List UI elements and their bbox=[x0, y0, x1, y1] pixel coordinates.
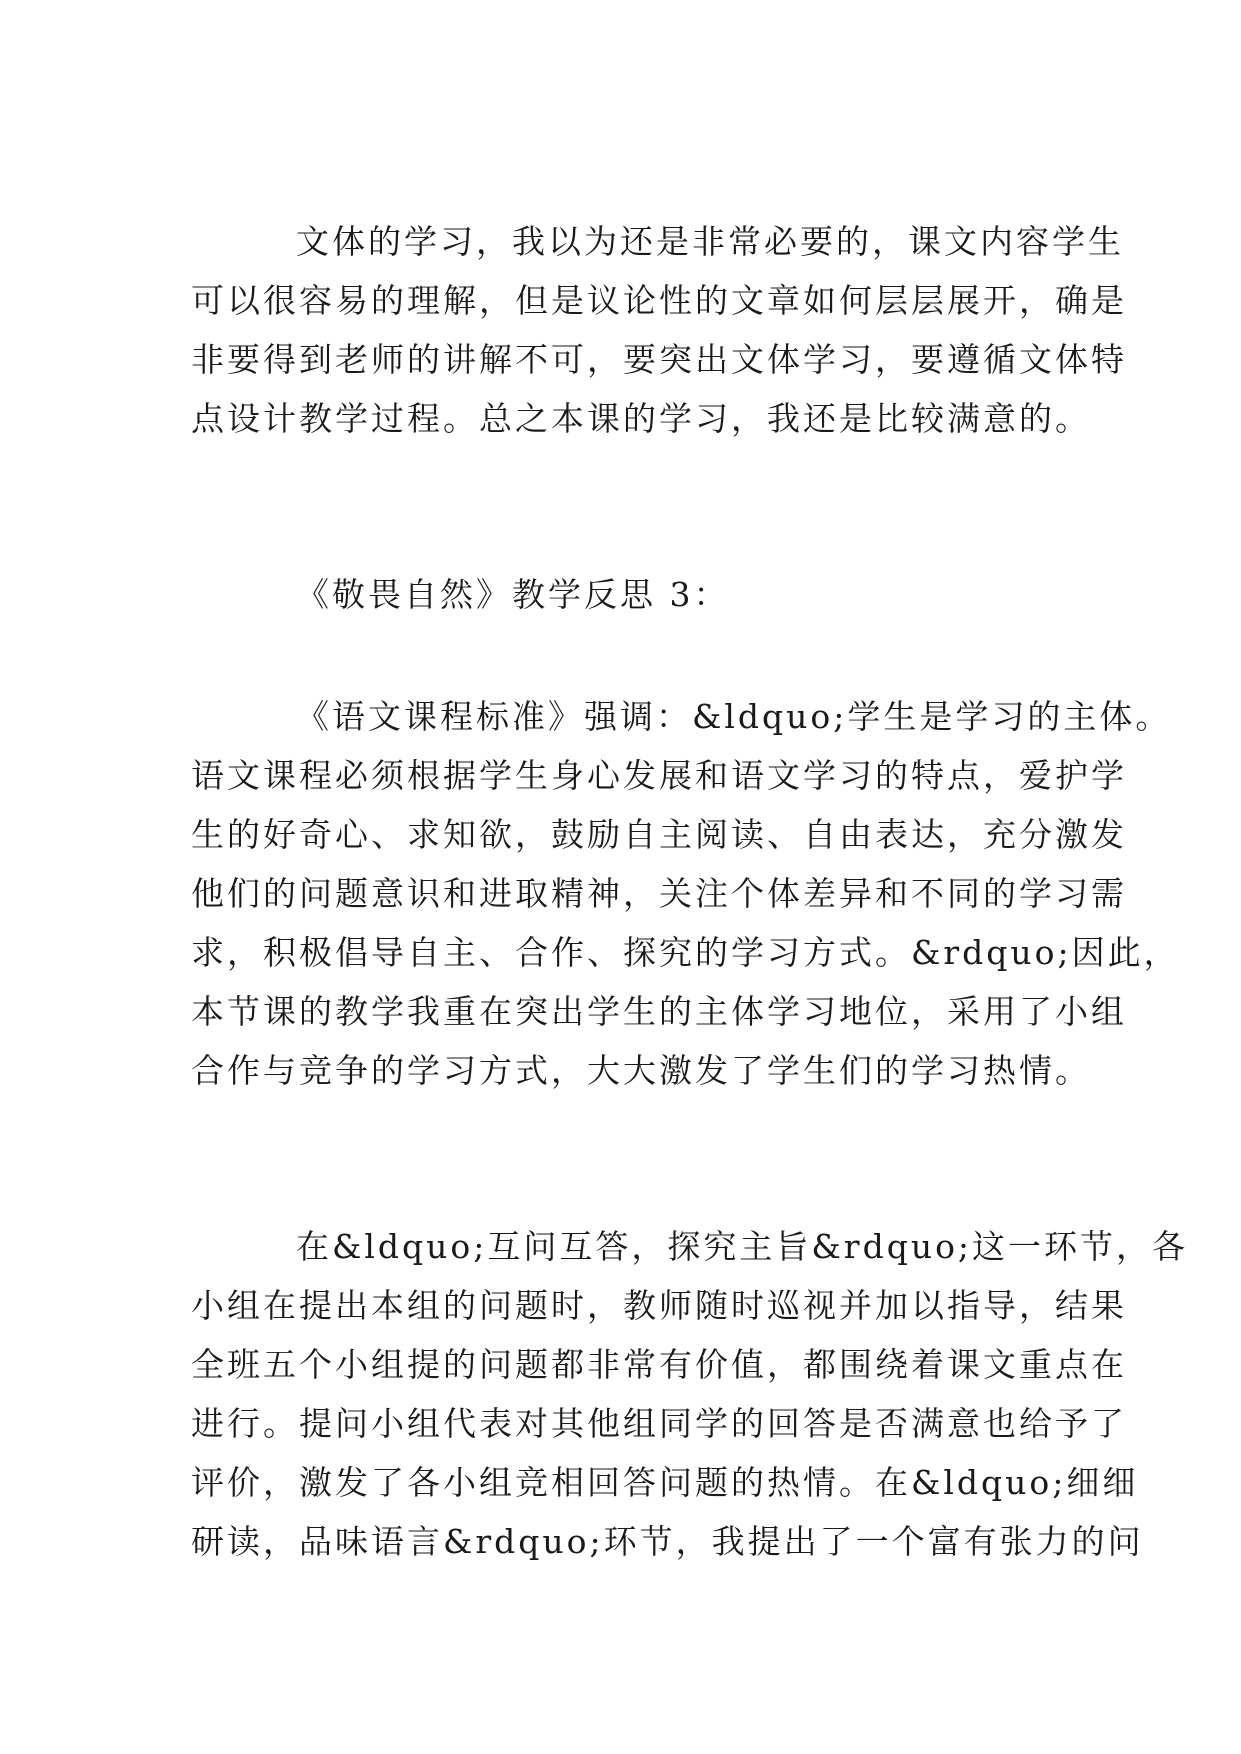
paragraph-line: 全班五个小组提的问题都非常有价值，都围绕着课文重点在 bbox=[191, 1345, 1127, 1384]
paragraph-line: 在&ldquo;互问互答，探究主旨&rdquo;这一环节，各 bbox=[296, 1227, 1189, 1266]
paragraph-line: 进行。提问小组代表对其他组同学的回答是否满意也给予了 bbox=[191, 1404, 1127, 1443]
paragraph-line: 生的好奇心、求知欲，鼓励自主阅读、自由表达，充分激发 bbox=[191, 815, 1127, 854]
paragraph-line: 合作与竞争的学习方式，大大激发了学生们的学习热情。 bbox=[191, 1051, 1091, 1090]
paragraph-line: 本节课的教学我重在突出学生的主体学习地位，采用了小组 bbox=[191, 992, 1127, 1031]
paragraph-line: 他们的问题意识和进取精神，关注个体差异和不同的学习需 bbox=[191, 874, 1127, 913]
section-heading: 《敬畏自然》教学反思 3： bbox=[296, 575, 730, 614]
paragraph-line: 非要得到老师的讲解不可，要突出文体学习，要遵循文体特 bbox=[191, 340, 1127, 379]
paragraph-line: 语文课程必须根据学生身心发展和语文学习的特点，爱护学 bbox=[191, 756, 1127, 795]
paragraph-line: 可以很容易的理解，但是议论性的文章如何层层展开，确是 bbox=[191, 281, 1127, 320]
paragraph-line: 评价，激发了各小组竞相回答问题的热情。在&ldquo;细细 bbox=[191, 1463, 1139, 1502]
paragraph-line: 《语文课程标准》强调：&ldquo;学生是学习的主体。 bbox=[296, 697, 1172, 736]
paragraph-line: 求，积极倡导自主、合作、探究的学习方式。&rdquo;因此， bbox=[191, 933, 1180, 972]
paragraph-line: 文体的学习，我以为还是非常必要的，课文内容学生 bbox=[296, 222, 1124, 261]
paragraph-line: 小组在提出本组的问题时，教师随时巡视并加以指导，结果 bbox=[191, 1286, 1127, 1325]
paragraph-line: 点设计教学过程。总之本课的学习，我还是比较满意的。 bbox=[191, 399, 1091, 438]
paragraph-line: 研读，品味语言&rdquo;环节，我提出了一个富有张力的问 bbox=[191, 1522, 1144, 1561]
